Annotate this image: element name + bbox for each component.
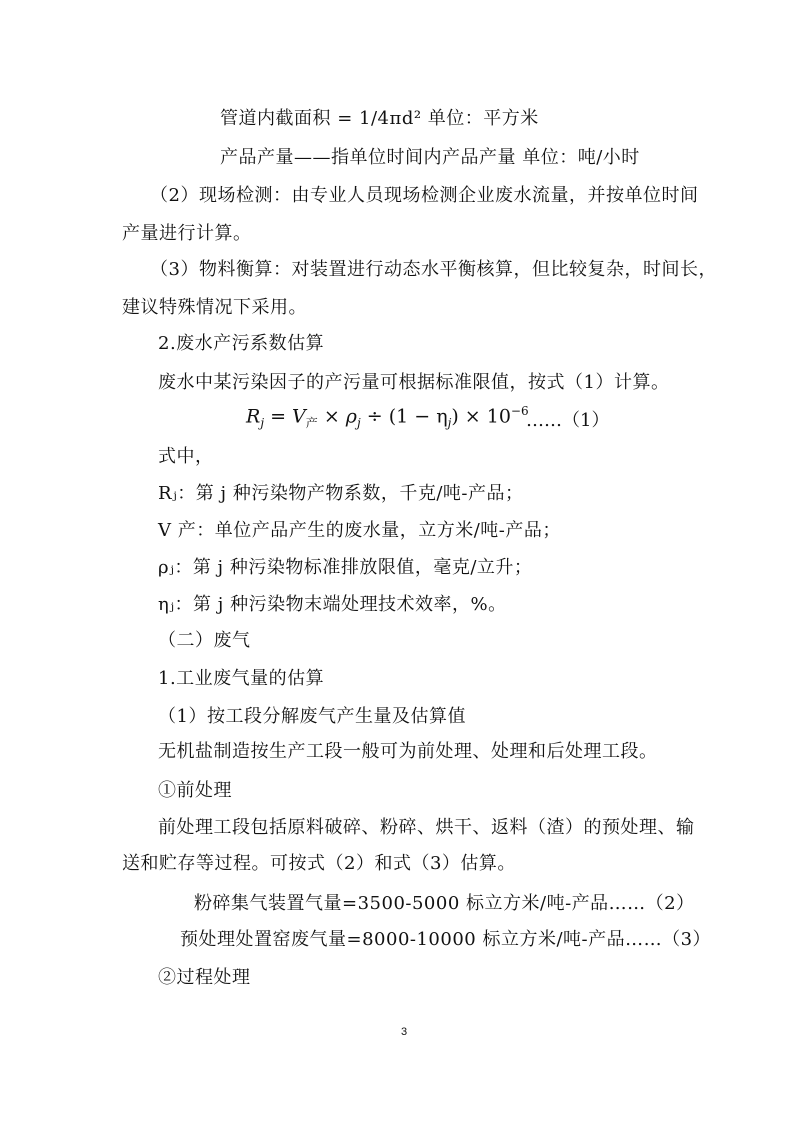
section-heading: 2.废水产污系数估算 bbox=[158, 333, 325, 354]
text-line: 前处理工段包括原料破碎、粉碎、烘干、返料（渣）的预处理、输 bbox=[158, 817, 695, 838]
text-line: （2）现场检测：由专业人员现场检测企业废水流量，并按单位时间 bbox=[150, 185, 699, 206]
formula-2: 粉碎集气装置气量=3500-5000 标立方米/吨-产品……（2） bbox=[194, 893, 695, 914]
definition-line: Rⱼ：第 j 种污染物产物系数，千克/吨-产品； bbox=[158, 483, 524, 504]
definition-line: ηⱼ：第 j 种污染物末端处理技术效率，%。 bbox=[158, 594, 507, 615]
text-line: 无机盐制造按生产工段一般可为前处理、处理和后处理工段。 bbox=[158, 741, 658, 762]
text-line: 产品产量——指单位时间内产品产量 单位：吨/小时 bbox=[220, 147, 640, 168]
section-heading: （二）废气 bbox=[158, 630, 251, 651]
text-line: 建议特殊情况下采用。 bbox=[122, 297, 307, 318]
text-line: 废水中某污染因子的产污量可根据标准限值，按式（1）计算。 bbox=[158, 372, 670, 393]
definition-line: V 产：单位产品产生的废水量，立方米/吨-产品； bbox=[158, 520, 561, 541]
formula-1 bbox=[0, 400, 793, 434]
page-number: 3 bbox=[401, 1026, 408, 1038]
section-heading: 1.工业废气量的估算 bbox=[158, 668, 325, 689]
text-line: 产量进行计算。 bbox=[122, 223, 252, 244]
text-line: 式中， bbox=[158, 446, 214, 467]
text-line: 送和贮存等过程。可按式（2）和式（3）估算。 bbox=[122, 853, 516, 874]
formula-expression: $R_j = V_产 \times \rho_j \div (1 - \eta_j) \times 10^{-6}$ bbox=[246, 404, 529, 431]
text-line: 管道内截面积 = 1/4πd² 单位：平方米 bbox=[220, 108, 539, 129]
formula-number: ……（1） bbox=[526, 410, 610, 431]
text-line: （1）按工段分解废气产生量及估算值 bbox=[158, 706, 466, 727]
text-line: ②过程处理 bbox=[158, 967, 251, 988]
definition-line: ρⱼ：第 j 种污染物标准排放限值，毫克/立升； bbox=[158, 557, 533, 578]
text-line: ①前处理 bbox=[158, 780, 232, 801]
text-line: （3）物料衡算：对装置进行动态水平衡核算，但比较复杂，时间长， bbox=[150, 259, 717, 280]
formula-3: 预处理处置窑废气量=8000-10000 标立方米/吨-产品……（3） bbox=[180, 929, 712, 950]
